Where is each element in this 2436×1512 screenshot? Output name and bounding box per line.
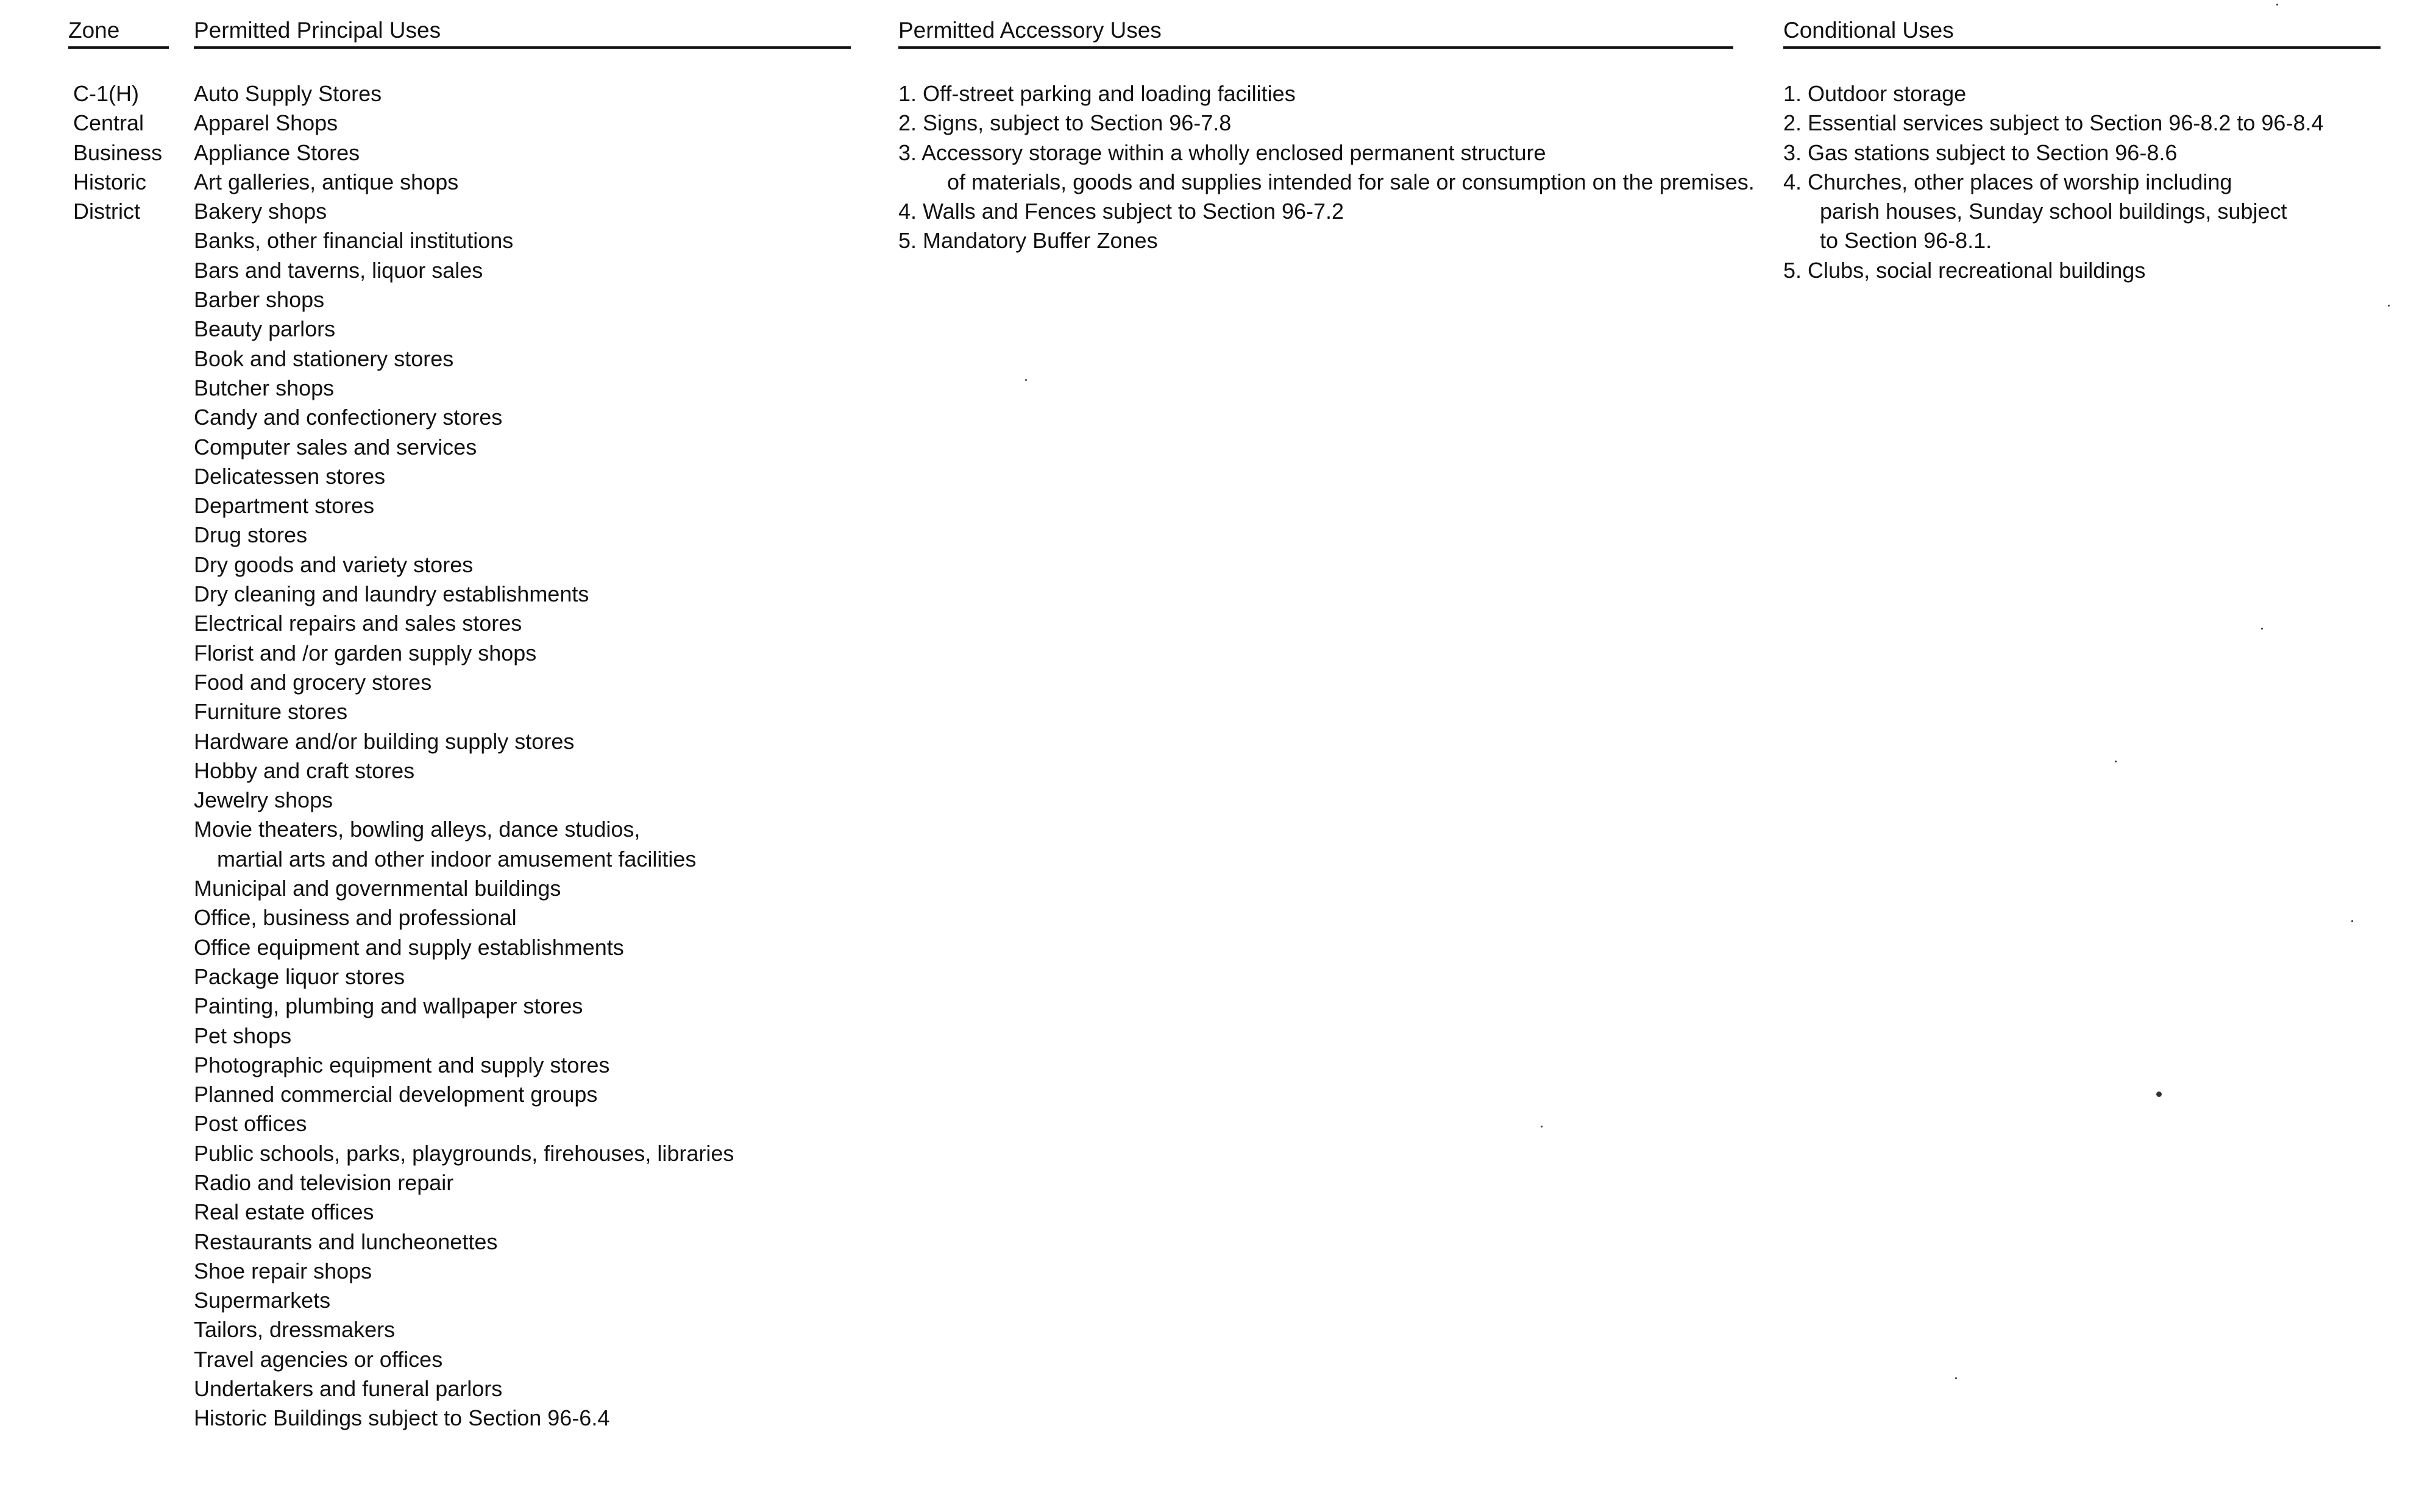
list-item: 4. Churches, other places of worship including [1783, 169, 2232, 194]
list-item: 1. Outdoor storage [1783, 81, 1967, 106]
list-item: Travel agencies or offices [194, 1346, 443, 1372]
list-item: Undertakers and funeral parlors [194, 1376, 503, 1402]
list-item: Hobby and craft stores [194, 758, 415, 783]
list-item: Dry cleaning and laundry establishments [194, 581, 589, 607]
list-item: 2. Signs, subject to Section 96-7.8 [898, 110, 1232, 136]
list-item: 5. Clubs, social recreational buildings [1783, 257, 2146, 283]
zone-name-line: District [73, 199, 140, 224]
list-item: Art galleries, antique shops [194, 169, 459, 194]
list-item: Appliance Stores [194, 140, 360, 165]
conditional-uses-header: Conditional Uses [1783, 17, 2381, 49]
list-item: Bars and taverns, liquor sales [194, 257, 483, 283]
scan-speck [1541, 1126, 1543, 1127]
list-item: Post offices [194, 1111, 307, 1137]
list-item: Real estate offices [194, 1199, 374, 1225]
list-item: Office, business and professional [194, 905, 517, 931]
list-item: Bakery shops [194, 199, 327, 224]
list-item-continuation: parish houses, Sunday school buildings, subject [1820, 199, 2287, 224]
zone-label [73, 79, 169, 226]
list-item: Tailors, dressmakers [194, 1317, 396, 1343]
list-item-continuation: of materials, goods and supplies intended for sale or consumption on the premises. [947, 169, 1755, 194]
zone-name-line: Central [73, 110, 144, 136]
scan-speck [1025, 379, 1027, 381]
zone-name-line: Historic [73, 169, 147, 194]
accessory-uses-header: Permitted Accessory Uses [898, 17, 1733, 49]
list-item: Barber shops [194, 287, 325, 313]
list-item: Shoe repair shops [194, 1258, 372, 1283]
principal-uses-header: Permitted Principal Uses [194, 17, 851, 49]
scan-speck [1955, 1377, 1957, 1379]
scan-speck [2156, 1091, 2162, 1097]
list-item: Drug stores [194, 522, 308, 548]
list-item: Department stores [194, 493, 375, 519]
principal-uses-column [194, 17, 851, 1433]
list-item: Public schools, parks, playgrounds, firehouses, libraries [194, 1140, 734, 1166]
zone-name-line: Business [73, 140, 163, 165]
list-item: Office equipment and supply establishments [194, 934, 624, 960]
list-item-continuation: to Section 96-8.1. [1820, 228, 1992, 254]
accessory-uses-list [898, 79, 1755, 256]
list-item: 1. Off-street parking and loading facilities [898, 81, 1296, 106]
list-item-continuation: martial arts and other indoor amusement facilities [217, 846, 697, 871]
list-item: Furniture stores [194, 699, 348, 725]
scan-speck [2351, 920, 2353, 922]
list-item: 5. Mandatory Buffer Zones [898, 228, 1158, 254]
list-item: 3. Accessory storage within a wholly enclosed permanent structure [898, 140, 1546, 165]
list-item: Book and stationery stores [194, 346, 454, 371]
accessory-uses-column [898, 17, 1755, 256]
list-item: Food and grocery stores [194, 669, 432, 695]
list-item: Butcher shops [194, 375, 335, 400]
list-item: Apparel Shops [194, 110, 338, 136]
list-item: Restaurants and luncheonettes [194, 1229, 498, 1254]
list-item: Movie theaters, bowling alleys, dance studios, [194, 817, 641, 842]
list-item: Electrical repairs and sales stores [194, 611, 522, 636]
list-item: Dry goods and variety stores [194, 552, 474, 577]
list-item: Painting, plumbing and wallpaper stores [194, 993, 583, 1019]
list-item: 2. Essential services subject to Section 96-8.2 to 96-8.4 [1783, 110, 2324, 136]
list-item: Banks, other financial institutions [194, 228, 514, 254]
list-item: Radio and television repair [194, 1169, 454, 1195]
list-item: Beauty parlors [194, 316, 336, 342]
list-item: Photographic equipment and supply stores [194, 1052, 610, 1077]
scan-speck [2276, 4, 2278, 5]
list-item: Package liquor stores [194, 964, 405, 989]
conditional-uses-column [1783, 17, 2381, 285]
zone-column [68, 17, 169, 226]
list-item: Historic Buildings subject to Section 96-6.4 [194, 1405, 610, 1431]
list-item: Candy and confectionery stores [194, 405, 503, 430]
list-item: Florist and /or garden supply shops [194, 640, 537, 665]
list-item: Municipal and governmental buildings [194, 876, 561, 901]
list-item: Pet shops [194, 1023, 292, 1048]
list-item: Hardware and/or building supply stores [194, 728, 575, 754]
zone-header: Zone [68, 17, 169, 49]
scan-speck [2388, 305, 2390, 307]
list-item: Delicatessen stores [194, 463, 386, 489]
scan-speck [2261, 628, 2263, 630]
list-item: Jewelry shops [194, 787, 333, 813]
conditional-uses-list [1783, 79, 2381, 285]
list-item: 3. Gas stations subject to Section 96-8.6 [1783, 140, 2178, 165]
list-item: 4. Walls and Fences subject to Section 96-7.2 [898, 199, 1344, 224]
principal-uses-list [194, 79, 851, 1433]
list-item: Supermarkets [194, 1288, 331, 1313]
list-item: Computer sales and services [194, 434, 477, 460]
scan-speck [2115, 761, 2117, 762]
list-item: Planned commercial development groups [194, 1082, 598, 1107]
list-item: Auto Supply Stores [194, 81, 382, 106]
zone-code-line: C-1(H) [73, 81, 139, 106]
